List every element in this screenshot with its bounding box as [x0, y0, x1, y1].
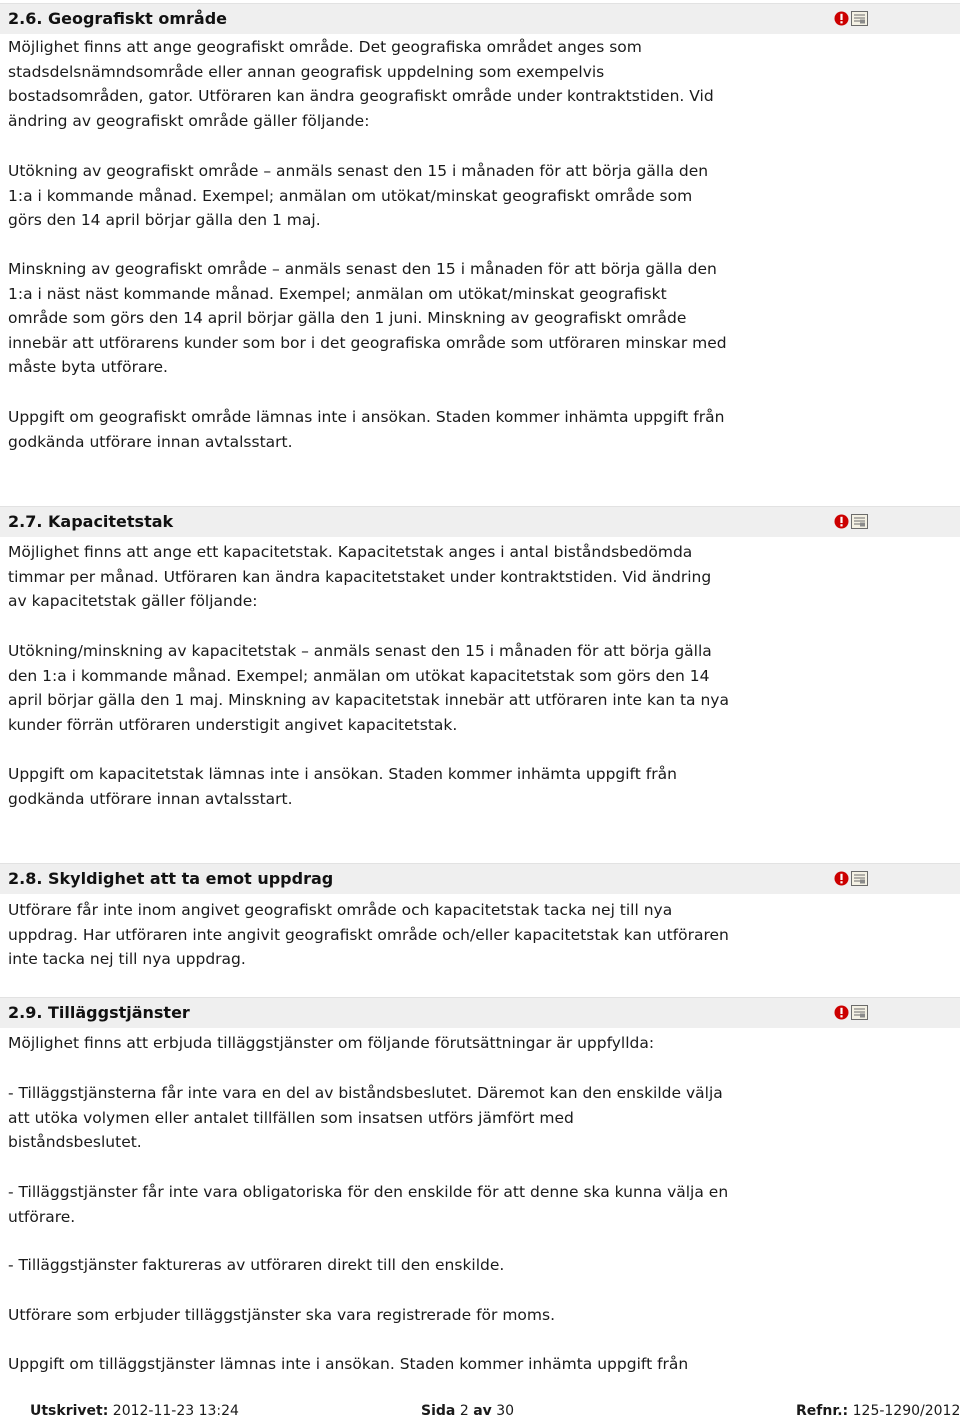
text-line: Uppgift om geografiskt område lämnas inte i ansökan. Staden kommer inhämta uppgift från — [8, 408, 725, 426]
text-line: område som görs den 14 april börjar gälla den 1 juni. Minskning av geografiskt område — [8, 309, 687, 327]
text-line: Möjlighet finns att ange geografiskt område. Det geografiska området anges som — [8, 38, 642, 56]
document-icon[interactable] — [851, 514, 868, 529]
text-line: Möjlighet finns att erbjuda tilläggstjänster om följande förutsättningar är uppfyllda: — [8, 1034, 655, 1052]
text-line: biståndsbeslutet. — [8, 1133, 142, 1151]
paragraph — [8, 35, 808, 133]
section-title: 2.6. Geografiskt område — [8, 9, 228, 28]
printed-date: Utskrivet: 2012-11-23 13:24 — [30, 1403, 239, 1419]
text-line: godkända utförare innan avtalsstart. — [8, 789, 293, 808]
text-line: Minskning av geografiskt område – anmäls senast den 15 i månaden för att börja gälla den — [8, 260, 717, 278]
document-icon[interactable] — [851, 871, 868, 886]
text-line: Utökning av geografiskt område – anmäls senast den 15 i månaden för att börja gälla den — [8, 162, 709, 180]
text-line: Utförare som erbjuder tilläggstjänster ska vara registrerade för moms. — [8, 1306, 556, 1324]
section-title: 2.9. Tilläggstjänster — [8, 1003, 190, 1022]
document-icon[interactable] — [851, 11, 868, 26]
section-icons — [834, 11, 868, 26]
paragraph — [8, 762, 808, 811]
alert-icon[interactable] — [834, 514, 849, 529]
paragraph — [8, 639, 808, 737]
section-header — [0, 997, 960, 1028]
text-line: godkända utförare innan avtalsstart. — [8, 432, 293, 451]
paragraph — [8, 405, 808, 454]
paragraph — [8, 1031, 808, 1056]
paragraph — [8, 1081, 808, 1155]
section-header — [0, 863, 960, 894]
text-line: stadsdelsnämndsområde eller annan geografisk uppdelning som exempelvis — [8, 62, 605, 81]
paragraph — [8, 898, 808, 972]
text-line: Utförare får inte inom angivet geografiskt område och kapacitetstak tacka nej till nya — [8, 901, 673, 919]
text-line: uppdrag. Har utföraren inte angivit geografiskt område och/eller kapacitetstak kan utföraren — [8, 925, 729, 944]
text-line: 1:a i näst näst kommande månad. Exempel; anmälan om utökat/minskat geografiskt — [8, 284, 667, 303]
text-line: kunder förrän utföraren understigit angivet kapacitetstak. — [8, 715, 458, 734]
text-line: Uppgift om kapacitetstak lämnas inte i ansökan. Staden kommer inhämta uppgift från — [8, 765, 677, 783]
paragraph — [8, 159, 808, 233]
page-number: Sida 2 av 30 — [421, 1403, 515, 1419]
text-line: timmar per månad. Utföraren kan ändra kapacitetstaket under kontraktstiden. Vid ändring — [8, 567, 712, 586]
text-line: - Tilläggstjänsterna får inte vara en del av biståndsbeslutet. Däremot kan den enskilde välja — [8, 1084, 723, 1102]
alert-icon[interactable] — [834, 1005, 849, 1020]
section-icons — [834, 514, 868, 529]
section-2-6 — [0, 3, 960, 34]
text-line: den 1:a i kommande månad. Exempel; anmälan om utökat kapacitetstak som görs den 14 — [8, 666, 710, 685]
paragraph — [8, 1180, 808, 1229]
text-line: ändring av geografiskt område gäller följande: — [8, 111, 370, 130]
text-line: av kapacitetstak gäller följande: — [8, 592, 258, 610]
section-2-9 — [0, 997, 960, 1028]
section-icons — [834, 1005, 868, 1020]
section-title: 2.8. Skyldighet att ta emot uppdrag — [8, 869, 334, 888]
text-line: bostadsområden, gator. Utföraren kan ändra geografiskt område under kontraktstiden. Vid — [8, 87, 714, 105]
text-line: måste byta utförare. — [8, 358, 168, 376]
text-line: april börjar gälla den 1 maj. Minskning av kapacitetstak innebär att utföraren inte kan ta nya — [8, 691, 729, 709]
section-icons — [834, 871, 868, 886]
paragraph — [8, 257, 808, 380]
paragraph — [8, 1303, 808, 1328]
paragraph — [8, 540, 808, 614]
text-line: innebär att utförarens kunder som bor i det geografiska område som utföraren minskar med — [8, 333, 727, 352]
paragraph — [8, 1352, 808, 1377]
alert-icon[interactable] — [834, 871, 849, 886]
text-line: Utökning/minskning av kapacitetstak – anmäls senast den 15 i månaden för att börja gälla — [8, 642, 712, 660]
section-title: 2.7. Kapacitetstak — [8, 512, 174, 531]
text-line: utförare. — [8, 1207, 76, 1226]
section-2-7 — [0, 506, 960, 537]
section-2-8 — [0, 863, 960, 894]
text-line: Uppgift om tilläggstjänster lämnas inte i ansökan. Staden kommer inhämta uppgift från — [8, 1355, 689, 1373]
text-line: - Tilläggstjänster faktureras av utföraren direkt till den enskilde. — [8, 1256, 505, 1274]
text-line: att utöka volymen eller antalet tillfällen som insatsen utförs jämfört med — [8, 1108, 574, 1127]
paragraph — [8, 1253, 808, 1278]
alert-icon[interactable] — [834, 11, 849, 26]
section-header — [0, 506, 960, 537]
text-line: - Tilläggstjänster får inte vara obligatoriska för den enskilde för att denne ska kunna välja en — [8, 1183, 729, 1201]
page-footer — [0, 1399, 960, 1422]
text-line: Möjlighet finns att ange ett kapacitetstak. Kapacitetstak anges i antal biståndsbedömda — [8, 543, 693, 561]
document-icon[interactable] — [851, 1005, 868, 1020]
text-line: 1:a i kommande månad. Exempel; anmälan om utökat/minskat geografiskt område som — [8, 186, 693, 205]
text-line: görs den 14 april börjar gälla den 1 maj. — [8, 211, 321, 229]
text-line: inte tacka nej till nya uppdrag. — [8, 950, 246, 968]
section-header — [0, 3, 960, 34]
reference-number: Refnr.: 125-1290/2012 — [796, 1403, 960, 1419]
